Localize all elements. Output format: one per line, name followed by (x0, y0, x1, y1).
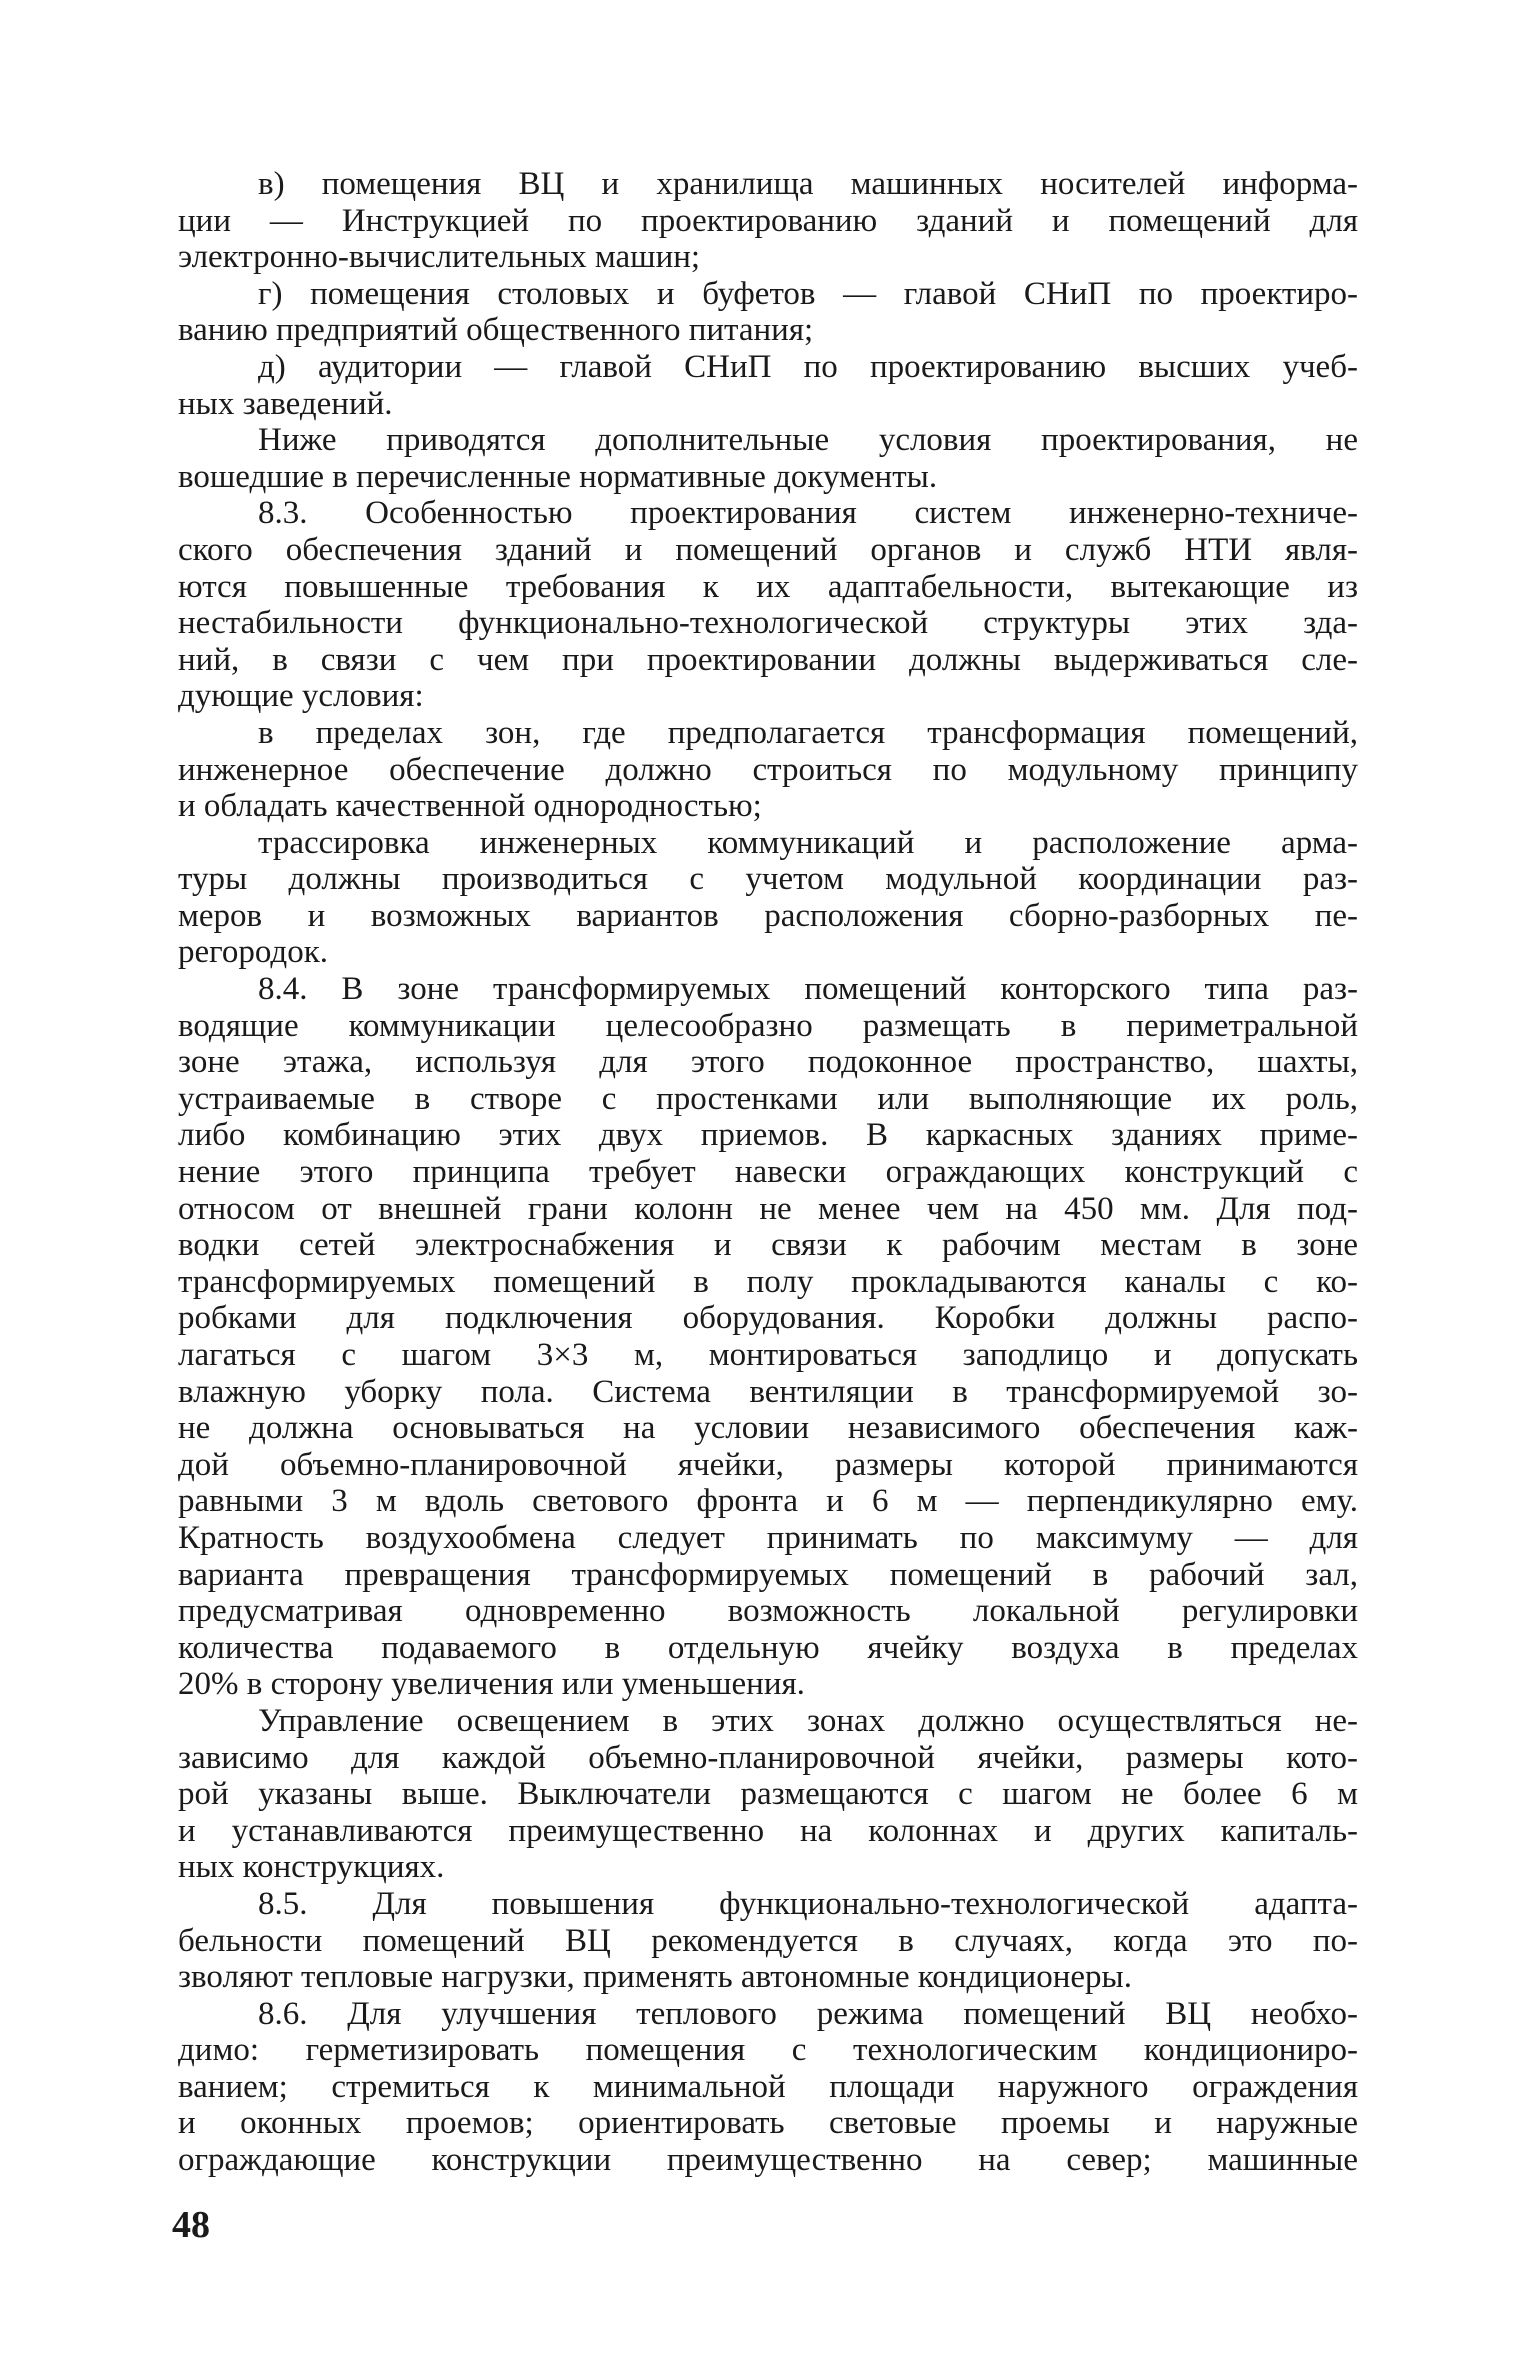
text-line: устраиваемые в створе с простенками или выполняющие их роль, (178, 1080, 1358, 1117)
text-line: равными 3 м вдоль светового фронта и 6 м — перпендикулярно ему. (178, 1483, 1358, 1520)
text-line: дующие условия: (178, 678, 424, 715)
text-line: инженерное обеспечение должно строиться по модульному принципу (178, 751, 1358, 788)
text-line: нестабильности функционально-технологической структуры этих зда- (178, 605, 1358, 642)
text-line: и оконных проемов; ориентировать световые проемы и наружные (178, 2105, 1358, 2142)
text-line: лагаться с шагом 3×3 м, монтироваться заподлицо и допускать (178, 1337, 1358, 1373)
text-line: Ниже приводятся дополнительные условия проектирования, не (258, 422, 1358, 459)
text-line: предусматривая одновременно возможность локальной регулировки (178, 1593, 1358, 1630)
text-line: робками для подключения оборудования. Коробки должны распо- (178, 1300, 1358, 1337)
text-line: водки сетей электроснабжения и связи к рабочим местам в зоне (178, 1227, 1358, 1264)
text-line: 8.6. Для улучшения теплового режима помещений ВЦ необхо- (258, 1995, 1358, 2032)
text-line: ского обеспечения зданий и помещений органов и служб НТИ явля- (178, 531, 1358, 568)
text-line: либо комбинацию этих двух приемов. В каркасных зданиях приме- (178, 1117, 1358, 1154)
text-line: в пределах зон, где предполагается трансформация помещений, (258, 714, 1358, 751)
text-line: влажную уборку пола. Система вентиляции в трансформируемой зо- (178, 1373, 1358, 1410)
text-line: и обладать качественной однородностью; (178, 788, 762, 825)
text-line: ции — Инструкцией по проектированию зданий и помещений для (178, 202, 1358, 239)
text-line: зависимо для каждой объемно-планировочной ячейки, размеры кото- (178, 1739, 1358, 1776)
text-line: туры должны производиться с учетом модульной координации раз- (178, 861, 1358, 898)
text-line: ных заведений. (178, 385, 393, 422)
text-line: количества подаваемого в отдельную ячейку воздуха в пределах (178, 1629, 1358, 1666)
text-line: трассировка инженерных коммуникаций и расположение арма- (258, 824, 1358, 861)
text-line: д) аудитории — главой СНиП по проектированию высших учеб- (258, 348, 1358, 385)
text-line: рой указаны выше. Выключатели размещаются с шагом не более 6 м (178, 1776, 1358, 1813)
body-text (178, 166, 1358, 2179)
text-line: ванием; стремиться к минимальной площади наружного ограждения (178, 2068, 1358, 2105)
text-line: варианта превращения трансформируемых помещений в рабочий зал, (178, 1556, 1358, 1593)
text-line: регородок. (178, 934, 328, 971)
text-line: вошедшие в перечисленные нормативные документы. (178, 458, 938, 495)
text-line: ний, в связи с чем при проектировании должны выдерживаться сле- (178, 641, 1358, 678)
text-line: относом от внешней грани колонн не менее чем на 450 мм. Для под- (178, 1190, 1358, 1227)
text-line: ограждающие конструкции преимущественно на север; машинные (178, 2142, 1358, 2179)
text-line: ются повышенные требования к их адаптабельности, вытекающие из (178, 568, 1358, 605)
text-line: ванию предприятий общественного питания; (178, 312, 814, 349)
text-line: и устанавливаются преимущественно на колоннах и других капиталь- (178, 1812, 1358, 1849)
text-line: Кратность воздухообмена следует принимать по максимуму — для (178, 1519, 1358, 1556)
text-line: в) помещения ВЦ и хранилища машинных носителей информа- (258, 166, 1358, 202)
text-line: дой объемно-планировочной ячейки, размеры которой принимаются (178, 1446, 1358, 1483)
text-line: ных конструкциях. (178, 1849, 445, 1886)
text-line: трансформируемых помещений в полу прокладываются каналы с ко- (178, 1263, 1358, 1300)
text-line: зволяют тепловые нагрузки, применять автономные кондиционеры. (178, 1959, 1132, 1996)
text-line: 8.3. Особенностью проектирования систем инженерно-техниче- (258, 495, 1358, 532)
text-line: димо: герметизировать помещения с технологическим кондициониро- (178, 2032, 1358, 2069)
text-line: водящие коммуникации целесообразно размещать в периметральной (178, 1007, 1358, 1044)
text-line: Управление освещением в этих зонах должно осуществляться не- (258, 1702, 1358, 1739)
text-line: зоне этажа, используя для этого подоконное пространство, шахты, (178, 1044, 1358, 1081)
text-line: бельности помещений ВЦ рекомендуется в случаях, когда это по- (178, 1922, 1358, 1959)
text-line: г) помещения столовых и буфетов — главой СНиП по проектиро- (258, 275, 1358, 312)
text-line: 8.5. Для повышения функционально-технологической адапта- (258, 1885, 1358, 1922)
text-line: 8.4. В зоне трансформируемых помещений конторского типа раз- (258, 971, 1358, 1008)
text-line: не должна основываться на условии независимого обеспечения каж- (178, 1410, 1358, 1447)
page-number: 48 (172, 2204, 210, 2246)
text-line: 20% в сторону увеличения или уменьшения. (178, 1666, 805, 1703)
text-line: нение этого принципа требует навески ограждающих конструкций с (178, 1154, 1358, 1191)
text-line: меров и возможных вариантов расположения сборно-разборных пе- (178, 897, 1358, 934)
text-line: электронно-вычислительных машин; (178, 239, 701, 276)
